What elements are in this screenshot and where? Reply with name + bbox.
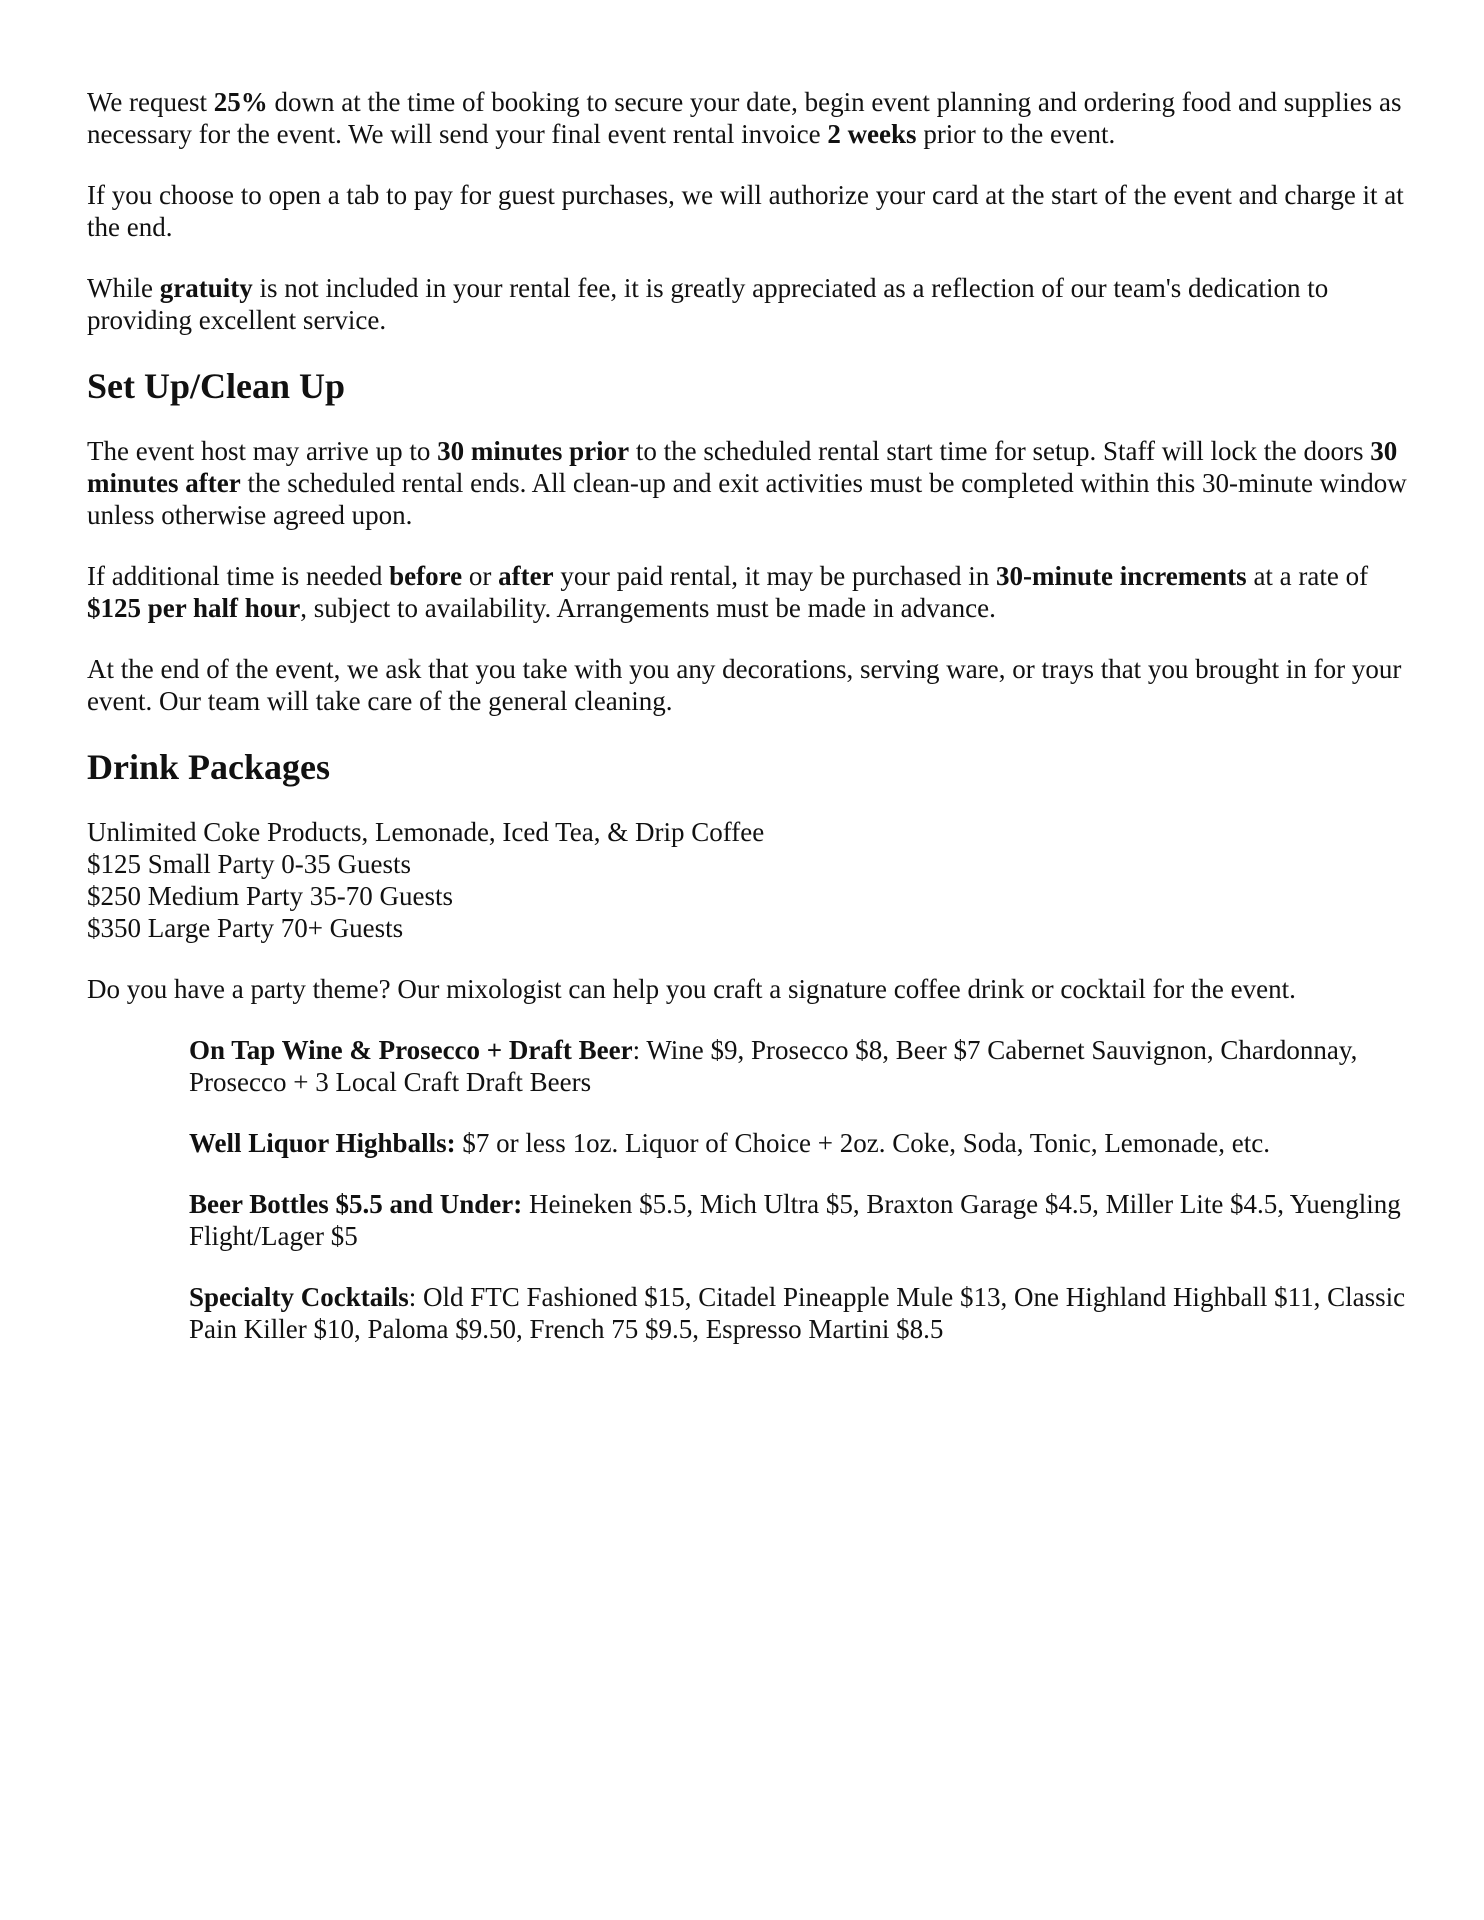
text-run: your paid rental, it may be purchased in [553,561,996,591]
deposit-paragraph [87,86,1407,150]
text-run: or [462,561,499,591]
text-run: The event host may arrive up to [87,436,438,466]
gratuity-term: gratuity [159,273,253,303]
text-run: to the scheduled rental start time for setup. Staff will lock the doors [629,436,1371,466]
drink-item-label: Well Liquor Highballs: [189,1128,456,1158]
drink-item-beer-bottles [189,1188,1407,1252]
package-title: Unlimited Coke Products, Lemonade, Iced Tea, & Drip Coffee [87,817,765,847]
drink-item-label: Beer Bottles $5.5 and Under: [189,1189,523,1219]
setup-time-paragraph [87,435,1407,531]
drink-item-on-tap [189,1034,1407,1098]
bold-term: after [498,561,554,591]
drink-item-text: $7 or less 1oz. Liquor of Choice + 2oz. Coke, Soda, Tonic, Lemonade, etc. [455,1128,1270,1158]
theme-paragraph: Do you have a party theme? Our mixologist can help you craft a signature coffee drink or cocktail for the event. [87,974,1296,1004]
lock-window: 30 minutes after [87,436,1398,498]
document-page [87,86,1407,1374]
text-run: If additional time is needed [87,561,390,591]
additional-time-paragraph [87,560,1407,624]
text-run: prior to the event. [916,119,1116,149]
tab-paragraph: If you choose to open a tab to pay for guest purchases, we will authorize your card at the start of the event and charge it at the end. [87,180,1404,242]
text-run: , subject to availability. Arrangements must be made in advance. [300,593,996,623]
drink-item-text: Old FTC Fashioned $15, Citadel Pineapple Mule $13, One Highland Highball $11, Classic Pain Killer $10, Paloma $9.50, French 75 $9.5, Espresso Martini $8.5 [189,1282,1406,1344]
setup-heading: Set Up/Clean Up [87,366,346,406]
invoice-lead-time: 2 weeks [827,119,917,149]
package-tier: $250 Medium Party 35-70 Guests [87,881,453,911]
text-run: : [632,1035,641,1065]
drink-item-text: Heineken $5.5, Mich Ultra $5, Braxton Garage $4.5, Miller Lite $4.5, Yuengling Flight/Lager $5 [189,1189,1401,1251]
drink-item-label: On Tap Wine & Prosecco + Draft Beer [189,1035,633,1065]
drink-item-highballs [189,1127,1407,1159]
cleanup-paragraph: At the end of the event, we ask that you take with you any decorations, serving ware, or trays that you brought in for your event. Our team will take care of the general cleaning. [87,654,1402,716]
increment-term: 30-minute increments [995,561,1247,591]
text-run: is not included in your rental fee, it is greatly appreciated as a reflection of our team's dedication to providing excellent service. [87,273,1329,335]
package-list [87,816,1407,944]
text-run: the scheduled rental ends. All clean-up and exit activities must be completed within this 30-minute window unless otherwise agreed upon. [87,468,1407,530]
arrival-window: 30 minutes prior [437,436,630,466]
text-run: We request [87,87,214,117]
bold-term: before [389,561,463,591]
text-run: : [408,1282,417,1312]
gratuity-paragraph [87,272,1407,336]
drink-item-text: Wine $9, Prosecco $8, Beer $7 Cabernet Sauvignon, Chardonnay, Prosecco + 3 Local Craft Draft Beers [189,1035,1358,1097]
text-run: at a rate of [1246,561,1369,591]
deposit-percent: 25% [213,87,268,117]
package-tier: $125 Small Party 0-35 Guests [87,849,411,879]
package-tier: $350 Large Party 70+ Guests [87,913,404,943]
drink-item-cocktails [189,1281,1407,1345]
text-run: While [87,273,160,303]
text-run: down at the time of booking to secure your date, begin event planning and ordering food and supplies as necessary for the event. We will send your final event rental invoice [87,87,1402,149]
drink-packages-heading: Drink Packages [87,747,330,787]
half-hour-rate: $125 per half hour [87,593,301,623]
drink-item-label: Specialty Cocktails [189,1282,409,1312]
